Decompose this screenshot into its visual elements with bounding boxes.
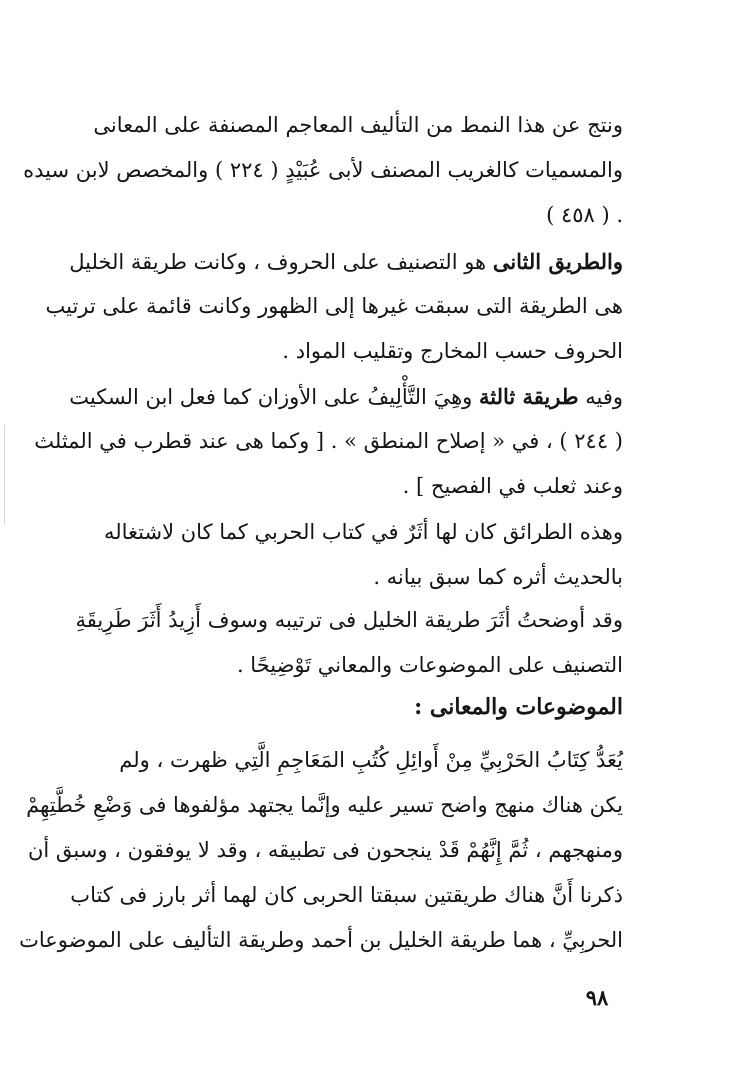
paragraph-1 [23,103,623,238]
final-paragraph [19,738,623,963]
paragraph-2-lead: والطريق الثانى [492,249,623,274]
paragraph-1-line-3: . ( ٤٥٨ ) [546,203,623,227]
page-number: ٩٨ [585,985,609,1010]
paragraph-1-line-2: والمسميات كالغريب المصنف لأبى عُبَيْدٍ ( ٢٢٤ ) والمخصص لابن سيده [23,158,623,182]
paragraph-2-line-1-text: هو التصنيف على الحروف ، وكانت طريقة الخليل [69,250,487,274]
paragraph-5-line-1: وقد أوضحتُ أثَرَ طريقة الخليل فى ترتيبه وسوف أَزِيدُ أَثَرَ طَرِيقَةِ [75,608,623,632]
paragraph-4-line-2: بالحديث أثره كما سبق بيانه . [373,565,623,589]
paragraph-2 [45,239,623,374]
final-paragraph-line-3: ومنهجهم ، ثُمَّ إِنَّهُمْ قَدْ ينجحون فى تطبيقه ، وقد لا يوفقون ، وسبق أن [27,838,623,862]
paragraph-4-line-1: وهذه الطرائق كان لها أثَرٌ في كتاب الحربي كما كان لاشتغاله [103,520,623,544]
scan-edge-line [4,425,5,525]
paragraph-5-line-2: التصنيف على الموضوعات والمعاني تَوْضِيحًا . [236,653,623,677]
paragraph-3-bold-phrase: طريقة ثالثة [478,384,579,409]
paragraph-5 [75,598,623,688]
section-heading: الموضوعات والمعانى : [414,694,623,720]
paragraph-3-line-2: ( ٢٤٤ ) ، في « إصلاح المنطق » . [ وكما هى عند قطرب في المثلث [34,429,623,453]
final-paragraph-line-5: الحربِيِّ ، هما طريقة الخليل بن أحمد وطريقة التأليف على الموضوعات [19,928,623,952]
final-paragraph-line-4: ذكرنا أَنَّ هناك طريقتين سبقتا الحربى كان لهما أثر بارز فى كتاب [70,883,623,907]
paragraph-2-line-1 [69,239,623,284]
paragraph-4 [103,510,623,600]
paragraph-3-line-1: وفيه طريقة ثالثة وهِيَ التَّأْلِيفُ على الأوزان كما فعل ابن السكيت [69,384,623,409]
paragraph-3 [34,374,623,509]
paragraph-2-line-3: الحروف حسب المخارج وتقليب المواد . [282,339,623,363]
paragraph-3-line-3: وعند ثعلب في الفصيح ] . [402,474,623,498]
paragraph-1-line-1: ونتج عن هذا النمط من التأليف المعاجم المصنفة على المعانى [93,113,623,137]
paragraph-2-line-2: هى الطريقة التى سبقت غيرها إلى الظهور وكانت قائمة على ترتيب [45,294,623,318]
final-paragraph-line-2: يكن هناك منهج واضح تسير عليه وإنَّما يجتهد مؤلفوها فى وَضْعِ خُطَّتِهِمْ [26,793,623,817]
final-paragraph-line-1: يُعَدُّ كِتَابُ الحَرْبِيِّ مِنْ أَوائِلِ كُتُبِ المَعَاجِمِ الَّتِي ظهرت ، ولم [119,748,623,772]
